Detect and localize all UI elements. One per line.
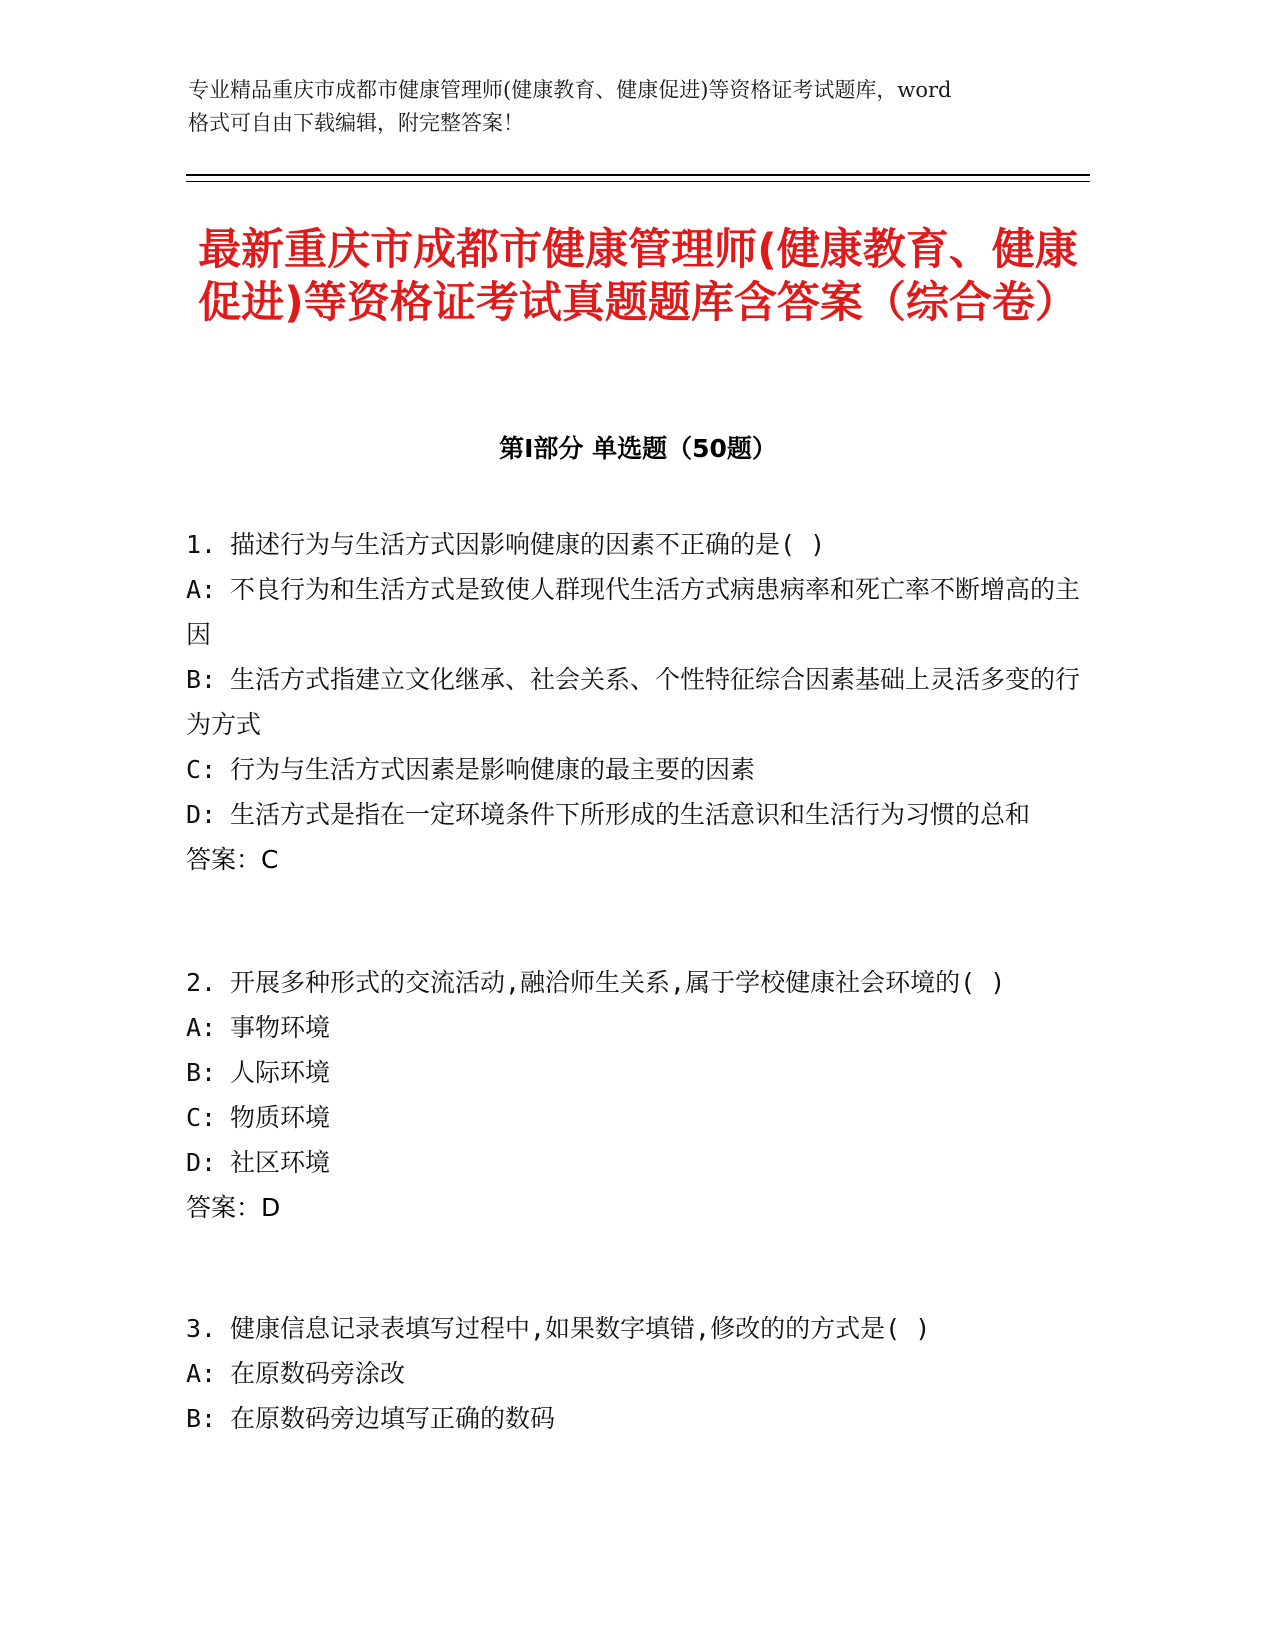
option-d	[186, 792, 1090, 837]
option-a	[186, 567, 1090, 657]
option-key: D:	[186, 800, 217, 829]
option-b	[186, 1050, 1090, 1095]
option-c	[186, 747, 1090, 792]
option-key: C:	[186, 755, 217, 784]
option-key: B:	[186, 665, 217, 694]
option-text: 在原数码旁边填写正确的数码	[230, 1404, 556, 1433]
answer-label: 答案：D	[186, 1193, 281, 1222]
question-number: 3.	[186, 1314, 217, 1343]
question-2	[186, 960, 1090, 1230]
option-key: B:	[186, 1404, 217, 1433]
header-divider-thin	[186, 181, 1090, 182]
header-note	[188, 74, 1088, 140]
document-title: 最新重庆市成都市健康管理师(健康教育、健康促进)等资格证考试真题题库含答案（综合卷）	[198, 225, 1078, 328]
option-text: 在原数码旁涂改	[230, 1359, 406, 1388]
question-stem	[186, 1306, 1090, 1351]
question-number: 2.	[186, 968, 217, 997]
question-text: 开展多种形式的交流活动,融洽师生关系,属于学校健康社会环境的( )	[230, 968, 1006, 997]
option-text: 行为与生活方式因素是影响健康的最主要的因素	[230, 755, 756, 784]
option-key: B:	[186, 1058, 217, 1087]
option-d	[186, 1140, 1090, 1185]
header-note-line-2: 格式可自由下载编辑，附完整答案！	[188, 111, 524, 135]
option-text: 事物环境	[230, 1013, 331, 1042]
option-a	[186, 1351, 1090, 1396]
option-text: 人际环境	[230, 1058, 331, 1087]
option-text: 不良行为和生活方式是致使人群现代生活方式病患病率和死亡率不断增高的主因	[186, 575, 1081, 649]
option-b	[186, 657, 1090, 747]
option-key: A:	[186, 575, 217, 604]
header-note-line-1: 专业精品重庆市成都市健康管理师(健康教育、健康促进)等资格证考试题库，word	[188, 78, 952, 102]
section-title: 第Ⅰ部分 单选题（50题）	[499, 434, 777, 463]
option-key: A:	[186, 1359, 217, 1388]
question-text: 健康信息记录表填写过程中,如果数字填错,修改的的方式是( )	[230, 1314, 931, 1343]
option-c	[186, 1095, 1090, 1140]
option-key: A:	[186, 1013, 217, 1042]
option-text: 社区环境	[230, 1148, 331, 1177]
option-text: 生活方式指建立文化继承、社会关系、个性特征综合因素基础上灵活多变的行为方式	[186, 665, 1081, 739]
question-1	[186, 522, 1090, 882]
option-text: 物质环境	[230, 1103, 331, 1132]
option-key: C:	[186, 1103, 217, 1132]
question-3	[186, 1306, 1090, 1441]
answer-label: 答案：C	[186, 845, 279, 874]
option-b	[186, 1396, 1090, 1441]
question-number: 1.	[186, 530, 217, 559]
option-a	[186, 1005, 1090, 1050]
option-text: 生活方式是指在一定环境条件下所形成的生活意识和生活行为习惯的总和	[230, 800, 1031, 829]
question-stem	[186, 960, 1090, 1005]
question-text: 描述行为与生活方式因影响健康的因素不正确的是( )	[230, 530, 826, 559]
option-key: D:	[186, 1148, 217, 1177]
header-divider-thick	[186, 174, 1090, 176]
question-stem	[186, 522, 1090, 567]
